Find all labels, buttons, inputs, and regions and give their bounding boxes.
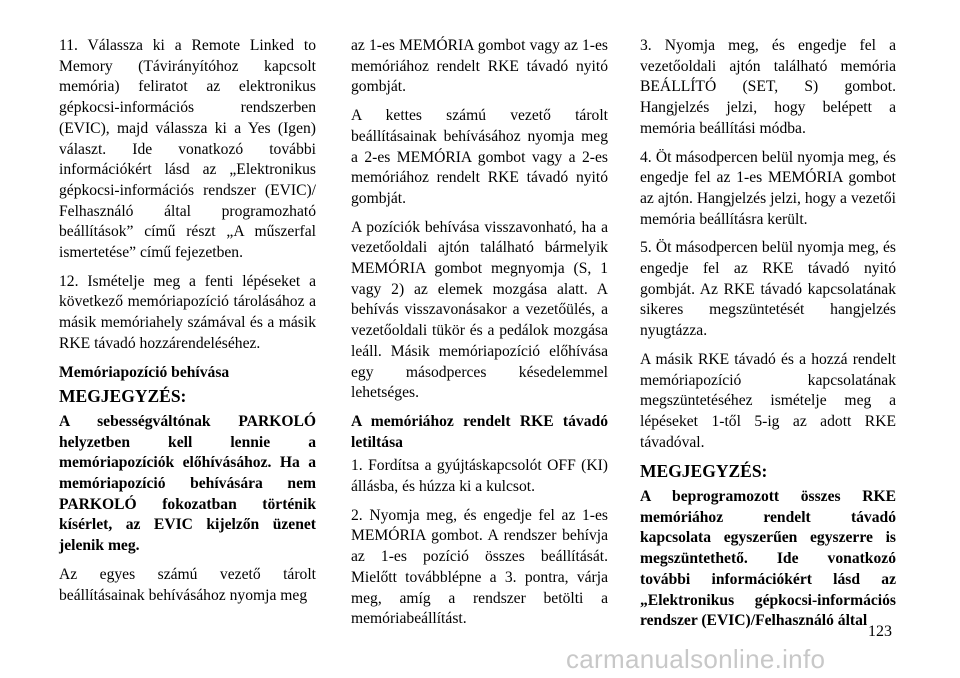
paragraph-recall-driver-1-cont: az 1-es MEMÓRIA gombot vagy az 1-es memóriához rendelt RKE távadó nyitó gombját. [351,37,608,96]
text-column-2 [351,36,608,638]
note-title-2: MEGJEGYZÉS: [640,461,768,482]
paragraph-step-5: 5. Öt másodpercen belül nyomja meg, és engedje fel az RKE távadó nyitó gombját. Az RKE távadó kapcsolatának sikeres megszüntetését hangjelzés nyugtázza. [640,239,896,340]
note-title: MEGJEGYZÉS: [59,386,187,407]
paragraph-step-1: 1. Fordítsa a gyújtáskapcsolót OFF (KI) állásba, és húzza ki a kulcsot. [351,457,608,496]
paragraph-other-rke: A másik RKE távadó és a hozzá rendelt memóriapozíció kapcsolatának megszüntetéséhez ismételje meg a lépéseket 1-től 5-ig az adott RKE távadóval. [640,350,896,451]
note-text-2: A beprogramozott összes RKE memóriához rendelt távadó kapcsolata egyszerűen egyszerre is megszüntethető. Ide vonatkozó további információkért lásd az „Elektronikus gépkocsi-információs rendszer (EVIC)/Felhasználó által [640,488,896,630]
watermark: carmanualsonline.info [566,644,826,674]
paragraph-recall-driver-1: Az egyes számú vezető tárolt beállításainak behívásához nyomja meg [59,565,316,604]
paragraph-step-4: 4. Öt másodpercen belül nyomja meg, és engedje fel az 1-es MEMÓRIA gombot az ajtón. Hangjelzés jelzi, hogy a vezetői memória beállításra került. [640,148,896,228]
paragraph-recall-driver-2: A kettes számú vezető tárolt beállításainak behívásához nyomja meg a 2-es MEMÓRIA gombot vagy a 2-es memóriához rendelt RKE távadó nyitó gombját. [351,107,608,207]
paragraph-step-3: 3. Nyomja meg, és engedje fel a vezetőoldali ajtón található memória BEÁLLÍTÓ (SET, S) gombot. Hangjelzés jelzi, hogy belépett a memória beállítási módba. [640,37,896,137]
section-heading-recall: Memóriapozíció behívása [59,363,230,381]
section-heading-disable-rke: A memóriához rendelt RKE távadó letiltása [351,412,608,451]
text-column-3 [640,36,896,640]
page-number: 123 [868,623,892,640]
paragraph-step-2: 2. Nyomja meg, és engedje fel az 1-es MEMÓRIA gombot. A rendszer behívja az 1-es pozíció összes beállítását. Mielőtt továbblépne a 3. pontra, várja meg, amíg a rendszer betölti a memóriabeállítást. [351,506,608,628]
paragraph-step-12: 12. Ismételje meg a fenti lépéseket a következő memóriapozíció tárolásához a másik memóriahely számával és a másik RKE távadó hozzárendeléséhez. [59,272,316,352]
paragraph-cancel-recall: A pozíciók behívása visszavonható, ha a vezetőoldali ajtón található bármelyik MEMÓRIA gombot megnyomja (S, 1 vagy 2) az elemek mozgása alatt. A behívás visszavonásakor a vezetőülés, a vezetőoldali tükör és a pedálok mozgása leáll. Másik memóriapozíció előhívása egy másodperces késedelemmel lehetséges. [351,218,608,402]
text-column-1 [59,36,316,614]
paragraph-step-11: 11. Válassza ki a Remote Linked to Memory (Távirányítóhoz kapcsolt memória) feliratot az elektronikus gépkocsi-információs rendszerben (EVIC), majd válassza ki a Yes (Igen) választ. Ide vonatkozó további információkért lásd az „Elektronikus gépkocsi-információs rendszer (EVIC)/ Felhasználó által programozható beállítások” című részt „A műszerfal ismertetése” című fejezetben. [59,37,316,262]
note-text: A sebességváltónak PARKOLÓ helyzetben kell lennie a memóriapozíciók előhívásához. Ha a memóriapozíció behívására nem PARKOLÓ fokozatban történik kísérlet, az EVIC kijelzőn üzenet jelenik meg. [59,412,316,555]
